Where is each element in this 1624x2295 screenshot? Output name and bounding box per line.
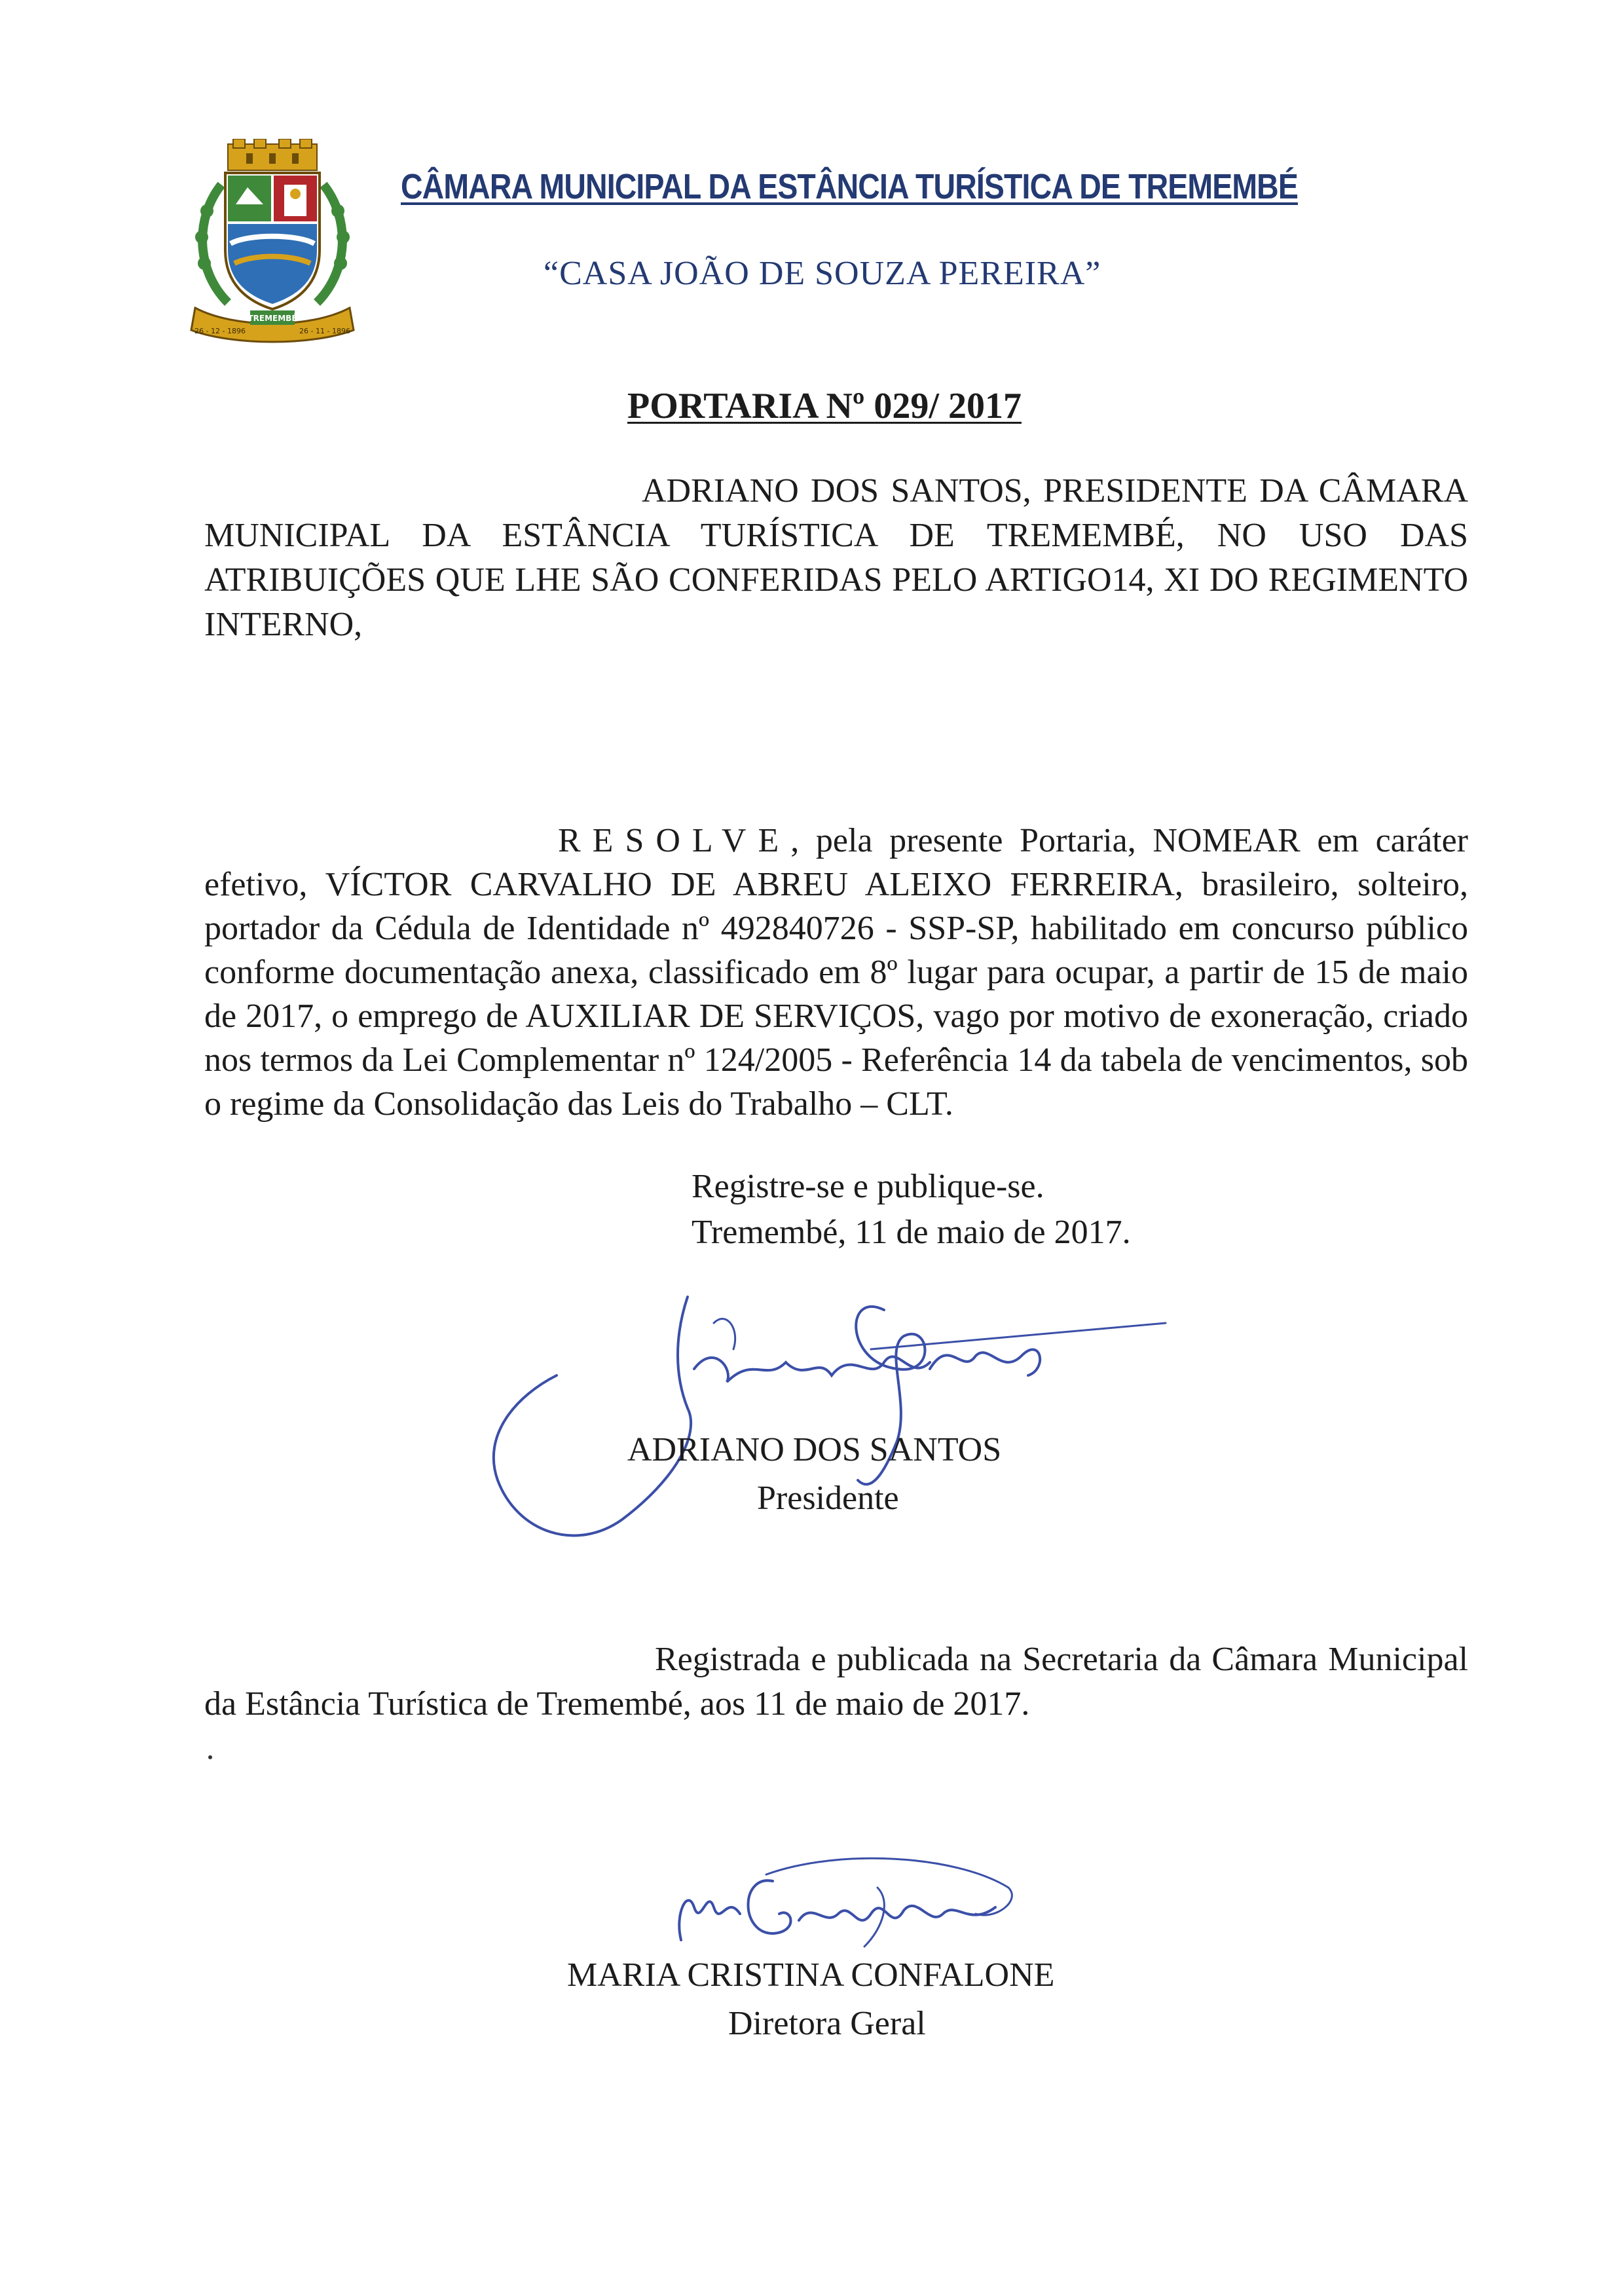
signatory-role: Presidente [757, 1480, 899, 1517]
director-signature [668, 1848, 1022, 1953]
president-signature [478, 1284, 1198, 1572]
document-title: PORTARIA Nº 029/ 2017 [627, 386, 1022, 426]
registry-paragraph [204, 1637, 1468, 1726]
resolution-paragraph [204, 819, 1468, 1126]
place-date-line: Tremembé, 11 de maio de 2017. [692, 1214, 1131, 1251]
house-name: “CASA JOÃO DE SOUZA PEREIRA” [544, 255, 1101, 292]
crest-right-date: 26 - 11 - 1896 [299, 327, 350, 335]
registrar-name: MARIA CRISTINA CONFALONE [567, 1956, 1055, 1994]
crest-banner-text: TREMEMBÉ [248, 314, 297, 323]
stray-dot [208, 1755, 212, 1759]
registry-text: Registrada e publicada na Secretaria da Câmara Municipal da Estância Turística de Tremembé, aos 11 de maio de 2017. [204, 1641, 1468, 1723]
institution-title: CÂMARA MUNICIPAL DA ESTÂNCIA TURÍSTICA DE TREMEMBÉ [401, 167, 1298, 206]
registrar-role: Diretora Geral [728, 2005, 926, 2042]
preamble-text: ADRIANO DOS SANTOS, PRESIDENTE DA CÂMARA MUNICIPAL DA ESTÂNCIA TURÍSTICA DE TREMEMBÉ, NO USO DAS ATRIBUIÇÕES QUE LHE SÃO CONFERIDAS PELO ARTIGO14, XI DO REGIMENTO INTERNO, [204, 472, 1468, 643]
preamble-paragraph [204, 469, 1468, 647]
municipal-crest-icon [182, 139, 363, 346]
register-publish-line: Registre-se e publique-se. [692, 1168, 1044, 1205]
signatory-name: ADRIANO DOS SANTOS [627, 1431, 1002, 1468]
resolution-text: , pela presente Portaria, NOMEAR em caráter efetivo, VÍCTOR CARVALHO DE ABREU ALEIXO FERREIRA, brasileiro, solteiro, portador da Cédula de Identidade nº 492840726 - SSP-SP, habilitado em concurso público conforme documentação anexa, classificado em 8º lugar para ocupar, a partir de 15 de maio de 2017, o emprego de AUXILIAR DE SERVIÇOS, vago por motivo de exoneração, criado nos termos da Lei Complementar nº 124/2005 - Referência 14 da tabela de vencimentos, sob o regime da Consolidação das Leis do Trabalho – CLT. [204, 822, 1468, 1123]
crest-left-date: 26 - 12 - 1896 [194, 327, 246, 335]
resolve-word: RESOLVE [558, 822, 791, 859]
